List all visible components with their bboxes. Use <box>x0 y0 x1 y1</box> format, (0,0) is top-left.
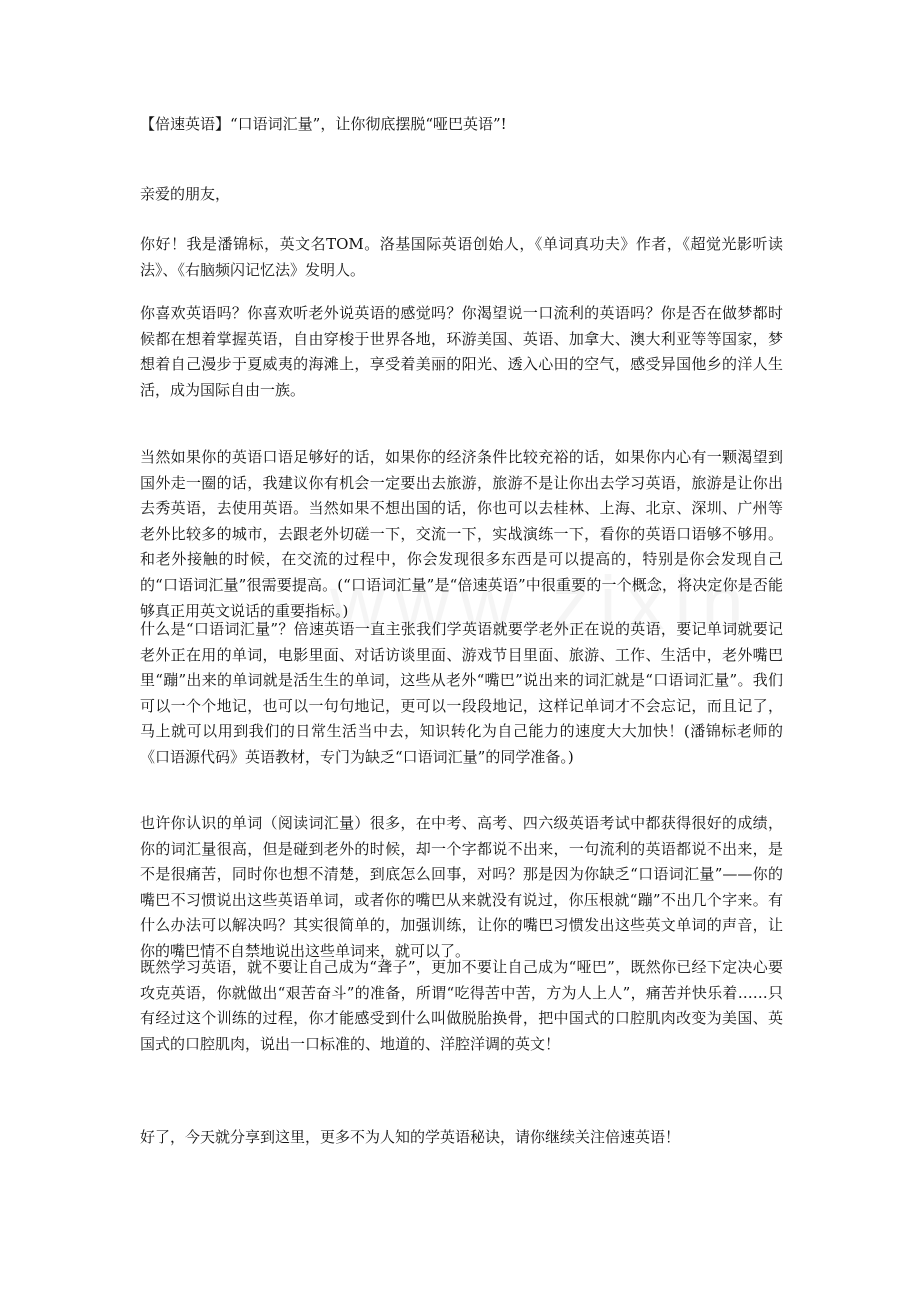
problem-paragraph: 也许你认识的单词（阅读词汇量）很多，在中考、高考、四六级英语考试中都获得很好的成绩，你的词汇量很高，但是碰到老外的时候，却一个字都说不出来，一句流利的英语都说不出来，是不是很痛苦，同时你也想不清楚，到底怎么回事，对吗？那是因为你缺乏“口语词汇量”——你的嘴巴不习惯说出这些英语单词，或者你的嘴巴从来就没有说过，你压根就“蹦”不出几个字来。有什么办法可以解决吗？其实很简单的，加强训练，让你的嘴巴习惯发出这些英文单词的声音，让你的嘴巴情不自禁地说出这些单词来，就可以了。 <box>140 814 783 960</box>
closing-paragraph: 好了，今天就分享到这里，更多不为人知的学英语秘诀，请你继续关注倍速英语！ <box>140 1128 681 1146</box>
document-title: 【倍速英语】“口语词汇量”，让你彻底摆脱“哑巴英语”! <box>140 115 507 133</box>
intro-paragraph: 你好！我是潘锦标，英文名TOM。洛基国际英语创始人，《单词真功夫》作者，《超觉光影听读法》、《右脑频闪记忆法》发明人。 <box>140 235 783 279</box>
determination-paragraph: 既然学习英语，就不要让自己成为“聋子”，更加不要让自己成为“哑巴”，既然你已经下定决心要攻克英语，你就做出“艰苦奋斗”的准备，所谓“吃得苦中苦，方为人上人”，痛苦并快乐着……只有经过这个训练的过程，你才能感受到什么叫做脱胎换骨，把中国式的口腔肌肉改变为美国、英国式的口腔肌肉，说出一口标准的、地道的、洋腔洋调的英文！ <box>140 958 783 1053</box>
travel-paragraph: 当然如果你的英语口语足够好的话，如果你的经济条件比较充裕的话，如果你内心有一颗渴望到国外走一圈的话，我建议你有机会一定要出去旅游，旅游不是让你出去学习英语，旅游是让你出去秀英语，去使用英语。当然如果不想出国的话，你也可以去桂林、上海、北京、深圳、广州等老外比较多的城市，去跟老外切磋一下，交流一下，实战演练一下，看你的英语口语够不够用。和老外接触的时候，在交流的过程中，你会发现很多东西是可以提高的，特别是你会发现自己的“口语词汇量”很需要提高。(“口语词汇量”是“倍速英语”中很重要的一个概念，将决定你是否能够真正用英文说话的重要指标。) <box>140 448 783 620</box>
definition-paragraph: 什么是“口语词汇量”？倍速英语一直主张我们学英语就要学老外正在说的英语，要记单词就要记老外正在用的单词，电影里面、对话访谈里面、游戏节目里面、旅游、工作、生活中，老外嘴巴里“蹦”出来的单词就是活生生的单词，这些从老外“嘴巴”说出来的词汇就是“口语词汇量”。我们可以一个个地记，也可以一句句地记，更可以一段段地记，这样记单词才不会忘记，而且记了，马上就可以用到我们的日常生活当中去，知识转化为自己能力的速度大大加快！(潘锦标老师的《口语源代码》英语教材，专门为缺乏“口语词汇量”的同学准备。) <box>140 620 783 766</box>
greeting-paragraph: 亲爱的朋友， <box>140 185 231 203</box>
dream-paragraph: 你喜欢英语吗？你喜欢听老外说英语的感觉吗？你渴望说一口流利的英语吗？你是否在做梦都时候都在想着掌握英语，自由穿梭于世界各地，环游美国、英语、加拿大、澳大利亚等等国家，梦想着自己漫步于夏威夷的海滩上，享受着美丽的阳光、透入心田的空气，感受异国他乡的洋人生活，成为国际自由一族。 <box>140 304 783 399</box>
